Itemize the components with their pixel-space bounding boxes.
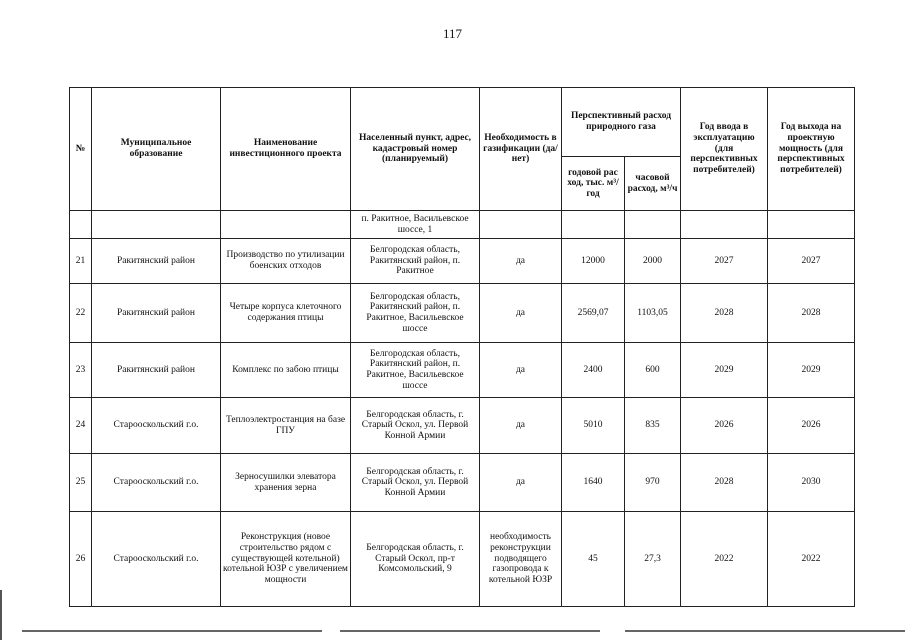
header-hourly: часовой расход, м³/ч <box>625 157 681 211</box>
cell-municipality: Ракитянский район <box>92 284 221 343</box>
cell-address: Белгородская область, г. Старый Оскол, ул. Первой Конной Армии <box>351 454 480 512</box>
cell-address: Белгородская область, г. Старый Оскол, ул. Первой Конной Армии <box>351 398 480 454</box>
cell-need: да <box>480 239 562 284</box>
cell-year-out: 2028 <box>768 284 855 343</box>
cell-hourly: 600 <box>625 343 681 398</box>
cell-municipality: Ракитянский район <box>92 239 221 284</box>
table-row <box>70 512 855 607</box>
cell-address: Белгородская область, г. Старый Оскол, пр-т Комсомольский, 9 <box>351 512 480 607</box>
cell-address: Белгородская область, Ракитянский район, п. Ракитное, Васильевское шоссе <box>351 343 480 398</box>
cell-year-in: 2027 <box>681 239 768 284</box>
cell-need: да <box>480 398 562 454</box>
cell-project: Зерносушилки элеватора хранения зерна <box>221 454 351 512</box>
cell-annual: 45 <box>562 512 625 607</box>
header-row <box>70 88 855 157</box>
cell-project <box>221 211 351 239</box>
cell-year-out: 2022 <box>768 512 855 607</box>
cell-municipality <box>92 211 221 239</box>
cell-year-in: 2026 <box>681 398 768 454</box>
cell-need: да <box>480 343 562 398</box>
cell-annual: 2569,07 <box>562 284 625 343</box>
cell-hourly: 27,3 <box>625 512 681 607</box>
header-municipality: Муниципальное образование <box>92 88 221 211</box>
cell-no: 26 <box>70 512 92 607</box>
table-row <box>70 284 855 343</box>
header-year-out: Год выхода на проектную мощность (для перспективных потребителей) <box>768 88 855 211</box>
cell-need: необходимость реконструкции подводящего газопровода к котельной ЮЗР <box>480 512 562 607</box>
cell-year-out: 2027 <box>768 239 855 284</box>
table-row <box>70 454 855 512</box>
cell-need: да <box>480 284 562 343</box>
cell-year-in: 2029 <box>681 343 768 398</box>
page-number: 117 <box>442 26 463 41</box>
bottom-rule-left <box>22 630 322 632</box>
cell-annual: 1640 <box>562 454 625 512</box>
cell-annual: 2400 <box>562 343 625 398</box>
cell-address: Белгородская область, Ракитянский район, п. Ракитное, Васильевское шоссе <box>351 284 480 343</box>
header-no: № <box>70 88 92 211</box>
cell-hourly: 970 <box>625 454 681 512</box>
cell-year-in: 2028 <box>681 284 768 343</box>
header-project: Наименование инвестиционного проекта <box>221 88 351 211</box>
cell-annual: 12000 <box>562 239 625 284</box>
table-body <box>70 211 855 607</box>
cell-year-out: 2029 <box>768 343 855 398</box>
cell-year-in <box>681 211 768 239</box>
table-row <box>70 398 855 454</box>
cell-address: Белгородская область, Ракитянский район, п. Ракитное <box>351 239 480 284</box>
cell-need <box>480 211 562 239</box>
header-annual: годовой рас ход, тыс. м³/год <box>562 157 625 211</box>
investment-projects-table <box>69 87 855 607</box>
cell-project: Четыре корпуса клеточного содержания птицы <box>221 284 351 343</box>
cell-no: 24 <box>70 398 92 454</box>
cell-annual: 5010 <box>562 398 625 454</box>
cell-project: Производство по утилизации боенских отходов <box>221 239 351 284</box>
cell-no: 25 <box>70 454 92 512</box>
table-row <box>70 343 855 398</box>
cell-municipality: Старооскольский г.о. <box>92 512 221 607</box>
bottom-rule-middle <box>340 630 600 632</box>
cell-no <box>70 211 92 239</box>
cell-municipality: Ракитянский район <box>92 343 221 398</box>
cell-no: 23 <box>70 343 92 398</box>
header-address: Населенный пункт, адрес, кадастровый номер (планируемый) <box>351 88 480 211</box>
header-gas-group: Перспективный расход природного газа <box>562 88 681 157</box>
cell-municipality: Старооскольский г.о. <box>92 398 221 454</box>
cell-year-out: 2030 <box>768 454 855 512</box>
cell-municipality: Старооскольский г.о. <box>92 454 221 512</box>
bottom-rule-right <box>625 630 905 632</box>
cell-need: да <box>480 454 562 512</box>
cell-year-in: 2028 <box>681 454 768 512</box>
cell-hourly: 835 <box>625 398 681 454</box>
cell-year-out <box>768 211 855 239</box>
header-year-in: Год ввода в эксплуатацию (для перспективных потребителей) <box>681 88 768 211</box>
cell-hourly: 1103,05 <box>625 284 681 343</box>
header-need: Необходимость в газификации (да/нет) <box>480 88 562 211</box>
cell-year-in: 2022 <box>681 512 768 607</box>
scan-edge-line <box>0 590 2 640</box>
cell-project: Теплоэлектростанция на базе ГПУ <box>221 398 351 454</box>
cell-no: 21 <box>70 239 92 284</box>
cell-project: Реконструкция (новое строительство рядом с существующей котельной) котельной ЮЗР с увеличением мощности <box>221 512 351 607</box>
cell-address: п. Ракитное, Васильевское шоссе, 1 <box>351 211 480 239</box>
cell-project: Комплекс по забою птицы <box>221 343 351 398</box>
table-row <box>70 211 855 239</box>
cell-annual <box>562 211 625 239</box>
cell-hourly: 2000 <box>625 239 681 284</box>
cell-no: 22 <box>70 284 92 343</box>
cell-hourly <box>625 211 681 239</box>
table-row <box>70 239 855 284</box>
cell-year-out: 2026 <box>768 398 855 454</box>
